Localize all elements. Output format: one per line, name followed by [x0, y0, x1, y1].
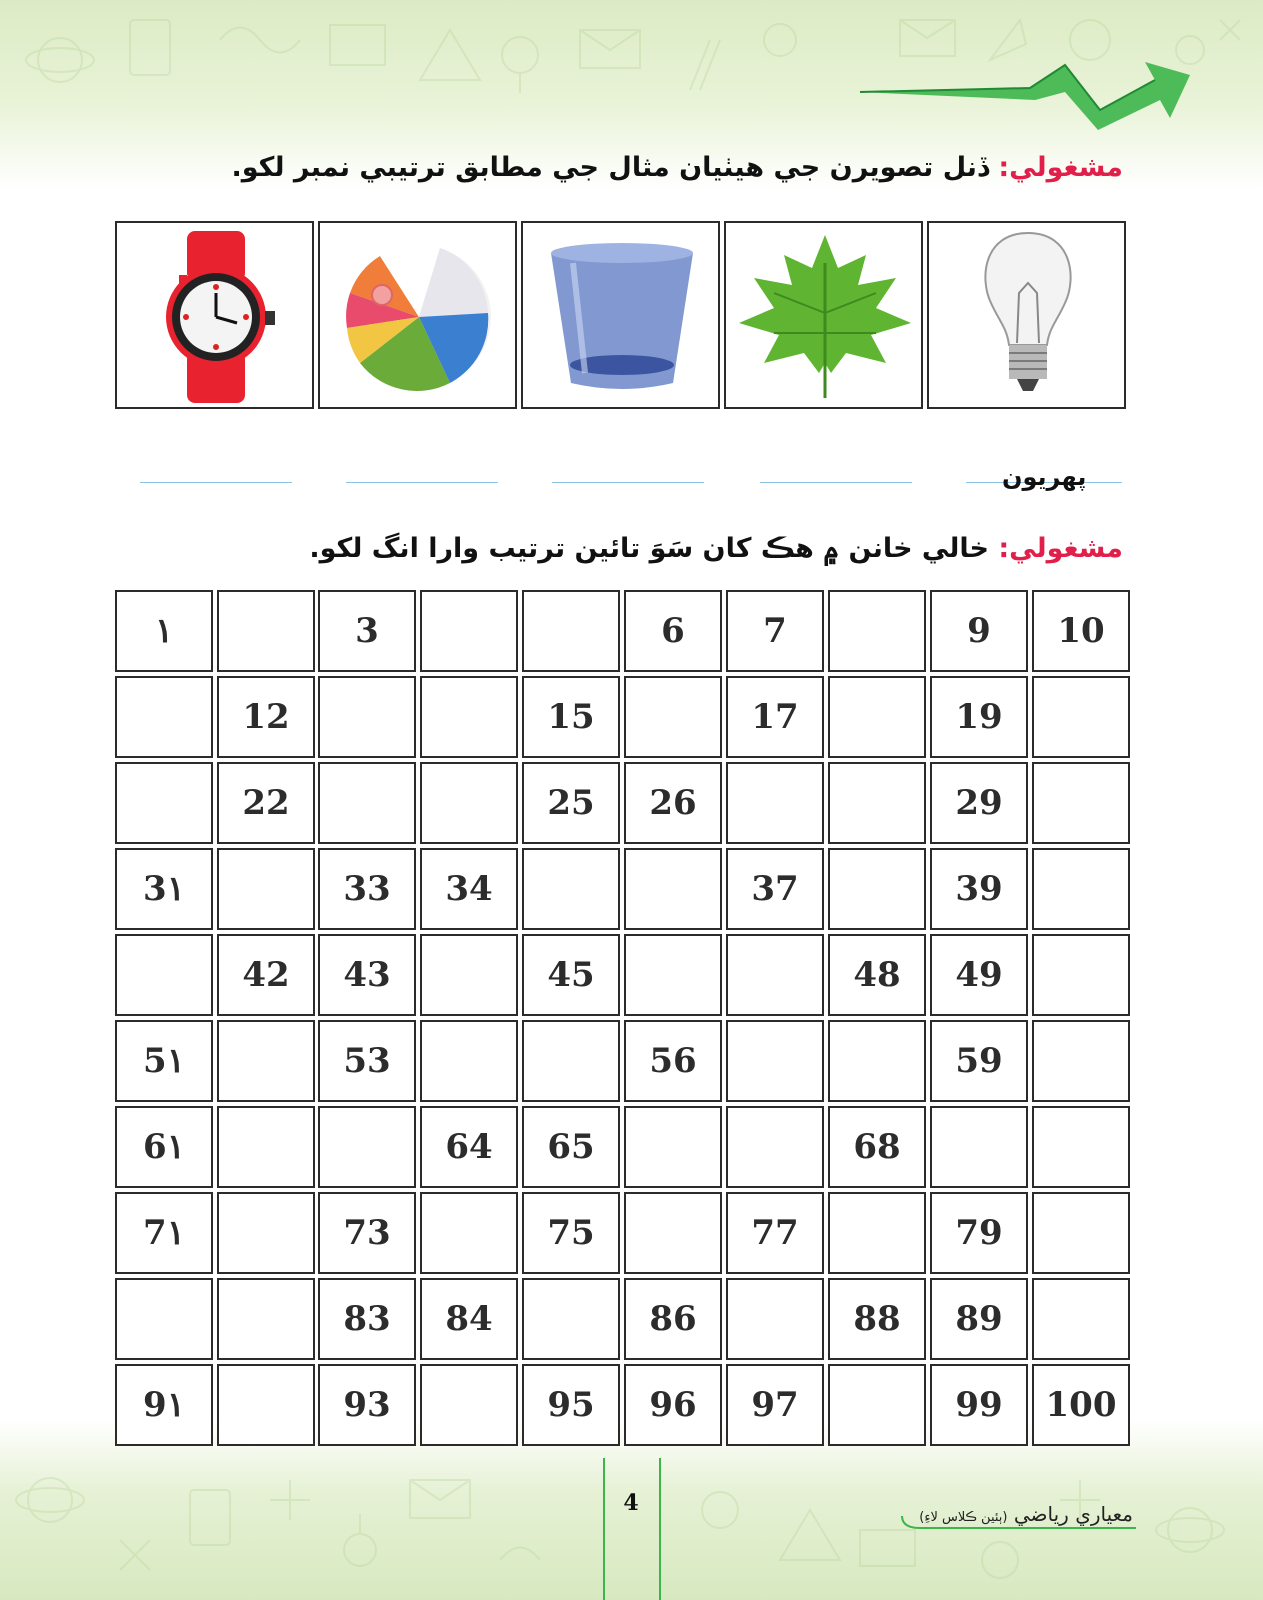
grid-cell-number: 96 — [624, 1364, 722, 1446]
grid-cell-empty[interactable] — [420, 1020, 518, 1102]
grid-cell-number: 34 — [420, 848, 518, 930]
grid-cell-number: 22 — [217, 762, 315, 844]
activity2-label: مشغولي: — [998, 533, 1123, 564]
grid-cell-empty[interactable] — [318, 676, 416, 758]
grid-cell-number: 3 — [318, 590, 416, 672]
activity2-instruction — [309, 533, 1123, 564]
grid-cell-empty[interactable] — [726, 1020, 824, 1102]
grid-cell-number: 39 — [930, 848, 1028, 930]
grid-cell-number: 73 — [318, 1192, 416, 1274]
grid-cell-number: 53 — [318, 1020, 416, 1102]
grid-cell-empty[interactable] — [217, 1020, 315, 1102]
grid-cell-empty[interactable] — [1032, 1278, 1130, 1360]
grid-cell-empty[interactable] — [420, 762, 518, 844]
grid-cell-number: 56 — [624, 1020, 722, 1102]
grid-cell-empty[interactable] — [420, 1364, 518, 1446]
glass-icon — [523, 223, 722, 411]
grid-cell-empty[interactable] — [1032, 934, 1130, 1016]
grid-cell-empty[interactable] — [522, 1020, 620, 1102]
grid-cell-empty[interactable] — [217, 1192, 315, 1274]
answer-line[interactable] — [346, 482, 498, 483]
picture-box-watch — [115, 221, 314, 409]
grid-cell-empty[interactable] — [1032, 1106, 1130, 1188]
grid-cell-empty[interactable] — [1032, 848, 1130, 930]
grid-cell-number: 64 — [420, 1106, 518, 1188]
grid-cell-number: 9١ — [115, 1364, 213, 1446]
picture-box-light-bulb — [927, 221, 1126, 409]
grid-cell-number: 100 — [1032, 1364, 1130, 1446]
grid-cell-number: 97 — [726, 1364, 824, 1446]
green-arrow-icon — [860, 50, 1200, 135]
grid-cell-number: 19 — [930, 676, 1028, 758]
grid-cell-empty[interactable] — [828, 590, 926, 672]
grid-cell-empty[interactable] — [726, 1106, 824, 1188]
page-number: 4 — [623, 1490, 639, 1516]
grid-cell-number: 49 — [930, 934, 1028, 1016]
grid-cell-empty[interactable] — [624, 676, 722, 758]
answer-line[interactable] — [140, 482, 292, 483]
grid-cell-empty[interactable] — [522, 848, 620, 930]
grid-cell-number: 83 — [318, 1278, 416, 1360]
grid-cell-empty[interactable] — [217, 1106, 315, 1188]
grid-cell-empty[interactable] — [217, 1364, 315, 1446]
light-bulb-icon — [929, 223, 1128, 411]
grid-cell-number: 25 — [522, 762, 620, 844]
example-answer: پهريون — [1002, 463, 1087, 491]
grid-cell-empty[interactable] — [1032, 676, 1130, 758]
grid-cell-empty[interactable] — [217, 848, 315, 930]
grid-cell-empty[interactable] — [420, 1192, 518, 1274]
grid-cell-empty[interactable] — [420, 676, 518, 758]
grid-cell-empty[interactable] — [828, 1192, 926, 1274]
grid-cell-number: 95 — [522, 1364, 620, 1446]
grid-cell-number: 59 — [930, 1020, 1028, 1102]
grid-cell-empty[interactable] — [115, 762, 213, 844]
grid-cell-empty[interactable] — [522, 1278, 620, 1360]
grid-cell-number: ١ — [115, 590, 213, 672]
picture-box-beach-ball — [318, 221, 517, 409]
grid-cell-empty[interactable] — [930, 1106, 1028, 1188]
grid-cell-number: 10 — [1032, 590, 1130, 672]
grid-cell-number: 79 — [930, 1192, 1028, 1274]
activity1-text: ڏنل تصويرن جي هيٺيان مثال جي مطابق ترتيبي نمبر لکو. — [231, 152, 999, 183]
watch-icon — [117, 223, 316, 411]
grid-cell-number: 29 — [930, 762, 1028, 844]
grid-cell-empty[interactable] — [1032, 1192, 1130, 1274]
grid-cell-empty[interactable] — [828, 1020, 926, 1102]
grid-cell-number: 68 — [828, 1106, 926, 1188]
grid-cell-number: 48 — [828, 934, 926, 1016]
activity1-label: مشغولي: — [998, 152, 1123, 183]
grid-cell-empty[interactable] — [318, 762, 416, 844]
answer-line[interactable] — [760, 482, 912, 483]
grid-cell-empty[interactable] — [318, 1106, 416, 1188]
grid-cell-number: 88 — [828, 1278, 926, 1360]
grid-cell-number: 65 — [522, 1106, 620, 1188]
grid-cell-empty[interactable] — [522, 590, 620, 672]
grid-cell-empty[interactable] — [828, 676, 926, 758]
picture-box-leaf — [724, 221, 923, 409]
grid-cell-empty[interactable] — [624, 934, 722, 1016]
grid-cell-empty[interactable] — [217, 590, 315, 672]
book-subtitle: (ٻئين ڪلاس لاءِ) — [919, 1510, 1008, 1525]
grid-cell-empty[interactable] — [217, 1278, 315, 1360]
grid-cell-number: 26 — [624, 762, 722, 844]
answer-line[interactable] — [552, 482, 704, 483]
grid-cell-number: 99 — [930, 1364, 1028, 1446]
grid-cell-empty[interactable] — [420, 934, 518, 1016]
grid-cell-number: 15 — [522, 676, 620, 758]
grid-cell-empty[interactable] — [1032, 762, 1130, 844]
grid-cell-number: 84 — [420, 1278, 518, 1360]
grid-cell-empty[interactable] — [1032, 1020, 1130, 1102]
grid-cell-number: 12 — [217, 676, 315, 758]
footer-divider-lines — [602, 1458, 662, 1600]
leaf-icon — [726, 223, 925, 411]
grid-cell-empty[interactable] — [828, 1364, 926, 1446]
grid-cell-number: 9 — [930, 590, 1028, 672]
grid-cell-number: 37 — [726, 848, 824, 930]
grid-cell-number: 43 — [318, 934, 416, 1016]
grid-cell-number: 6 — [624, 590, 722, 672]
grid-cell-empty[interactable] — [828, 848, 926, 930]
grid-cell-empty[interactable] — [726, 762, 824, 844]
grid-cell-number: 33 — [318, 848, 416, 930]
grid-cell-empty[interactable] — [726, 934, 824, 1016]
grid-cell-number: 5١ — [115, 1020, 213, 1102]
activity2-text: خالي خانن ۾ هڪ کان سَوَ تائين ترتيب وارا انگ لکو. — [309, 533, 999, 564]
grid-cell-empty[interactable] — [828, 762, 926, 844]
grid-cell-empty[interactable] — [115, 676, 213, 758]
grid-cell-number: 77 — [726, 1192, 824, 1274]
grid-cell-number: 86 — [624, 1278, 722, 1360]
grid-cell-number: 7 — [726, 590, 824, 672]
grid-cell-empty[interactable] — [115, 934, 213, 1016]
grid-cell-number: 7١ — [115, 1192, 213, 1274]
grid-cell-empty[interactable] — [624, 1192, 722, 1274]
beach-ball-icon — [320, 223, 519, 411]
grid-cell-number: 75 — [522, 1192, 620, 1274]
grid-cell-number: 6١ — [115, 1106, 213, 1188]
activity1-instruction — [231, 152, 1123, 183]
book-title-main: معياري رياضي — [1013, 1502, 1133, 1526]
grid-cell-empty[interactable] — [624, 1106, 722, 1188]
picture-row — [115, 221, 1150, 411]
picture-box-glass — [521, 221, 720, 409]
grid-cell-number: 17 — [726, 676, 824, 758]
grid-cell-empty[interactable] — [115, 1278, 213, 1360]
grid-cell-empty[interactable] — [624, 848, 722, 930]
footer-curve-line — [900, 1514, 1140, 1530]
grid-cell-number: 89 — [930, 1278, 1028, 1360]
grid-cell-number: 45 — [522, 934, 620, 1016]
grid-cell-number: 93 — [318, 1364, 416, 1446]
grid-cell-number: 42 — [217, 934, 315, 1016]
grid-cell-empty[interactable] — [726, 1278, 824, 1360]
grid-cell-empty[interactable] — [420, 590, 518, 672]
grid-cell-number: 3١ — [115, 848, 213, 930]
